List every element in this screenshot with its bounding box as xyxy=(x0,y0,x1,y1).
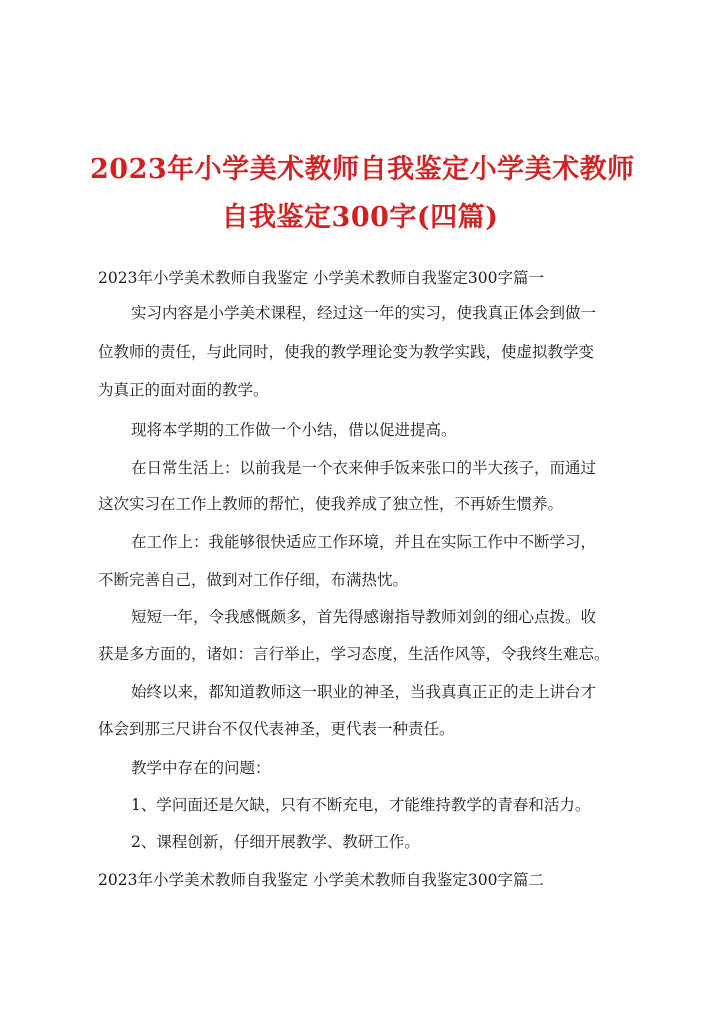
document-title-line-2: 自我鉴定300字(四篇) xyxy=(221,202,499,233)
list-item: 2、课程创新，仔细开展教学、教研工作。 xyxy=(131,833,420,851)
paragraph-line: 实习内容是小学美术课程，经过这一年的实习，使我真正体会到做一 xyxy=(131,304,597,322)
paragraph-line: 始终以来，都知道教师这一职业的神圣，当我真真正正的走上讲台才 xyxy=(131,683,597,701)
paragraph-line: 短短一年，令我感慨颇多，首先得感谢指导教师刘剑的细心点拨。收 xyxy=(131,608,597,626)
section-heading-2: 2023年小学美术教师自我鉴定 小学美术教师自我鉴定300字篇二 xyxy=(98,871,544,889)
paragraph-line: 在工作上：我能够很快适应工作环境，并且在实际工作中不断学习， xyxy=(131,533,597,551)
paragraph-line: 获是多方面的，诸如：言行举止，学习态度，生活作风等，令我终生难忘。 xyxy=(98,645,610,663)
paragraph-line: 不断完善自己，做到对工作仔细，布满热忱。 xyxy=(98,571,409,589)
list-item: 1、学问面还是欠缺，只有不断充电，才能维持教学的青春和活力。 xyxy=(131,796,591,814)
section-heading-1: 2023年小学美术教师自我鉴定 小学美术教师自我鉴定300字篇一 xyxy=(98,269,544,287)
paragraph-line: 这次实习在工作上教师的帮忙，使我养成了独立性，不再娇生惯养。 xyxy=(98,495,564,513)
paragraph-line: 为真正的面对面的教学。 xyxy=(98,381,269,399)
paragraph-line: 位教师的责任，与此同时，使我的教学理论变为教学实践，使虚拟教学变 xyxy=(98,343,595,361)
paragraph-line: 现将本学期的工作做一个小结，借以促进提高。 xyxy=(131,421,457,439)
paragraph-line: 体会到那三尺讲台不仅代表神圣，更代表一种责任。 xyxy=(98,720,455,738)
paragraph-line: 教学中存在的问题： xyxy=(131,759,271,777)
paragraph-line: 在日常生活上：以前我是一个衣来伸手饭来张口的半大孩子，而通过 xyxy=(131,459,597,477)
document-title-line-1: 2023年小学美术教师自我鉴定小学美术教师 xyxy=(90,154,635,185)
